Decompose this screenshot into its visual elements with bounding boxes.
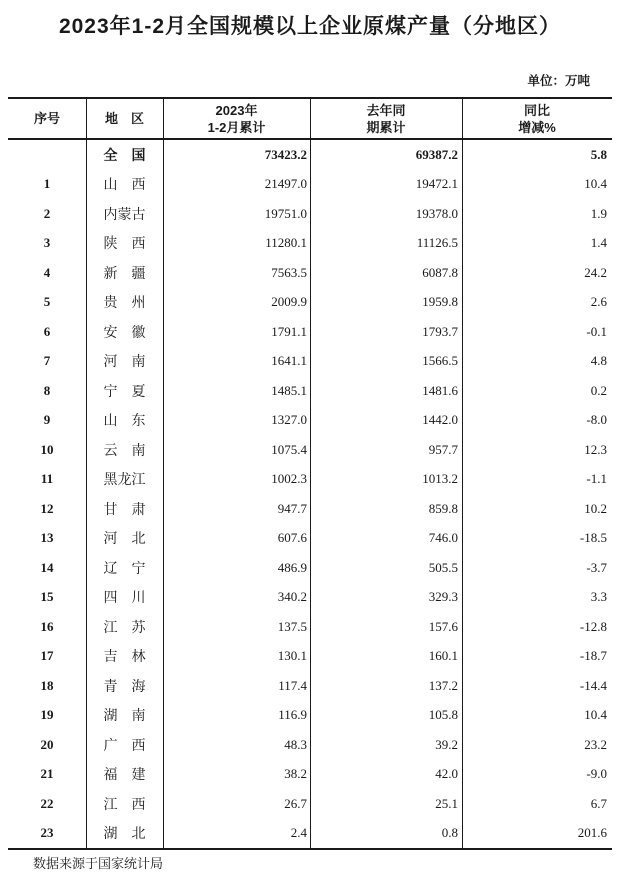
cell-region: 贵 州 <box>103 296 146 312</box>
cell-current: 1327.0 <box>271 412 307 428</box>
cell-previous: 69387.2 <box>415 146 458 162</box>
cell-previous: 19472.1 <box>415 176 458 192</box>
cell-yoy: 10.4 <box>584 707 607 723</box>
cell-current: 117.4 <box>278 677 307 693</box>
cell-yoy: 24.2 <box>584 264 607 280</box>
cell-index: 7 <box>43 353 51 369</box>
cell-region: 全 国 <box>103 148 146 164</box>
cell-previous: 329.3 <box>428 589 458 605</box>
cell-index: 11 <box>40 471 54 487</box>
cell-region: 甘 肃 <box>103 502 146 518</box>
cell-current: 7563.5 <box>271 264 307 280</box>
cell-yoy: -3.7 <box>586 559 607 575</box>
cell-yoy: 5.8 <box>590 146 607 162</box>
cell-previous: 1013.2 <box>422 471 458 487</box>
data-table <box>8 97 612 850</box>
cell-region: 湖 北 <box>103 827 146 843</box>
cell-previous: 957.7 <box>428 441 458 457</box>
cell-yoy: -18.5 <box>579 530 607 546</box>
cell-yoy: 201.6 <box>577 825 607 841</box>
cell-current: 130.1 <box>277 648 307 664</box>
cell-index: 21 <box>40 766 54 782</box>
cell-region: 江 西 <box>103 797 146 813</box>
cell-previous: 19378.0 <box>415 205 458 221</box>
cell-current: 38.2 <box>284 766 307 782</box>
cell-current: 486.9 <box>277 559 307 575</box>
cell-current: 116.9 <box>278 707 307 723</box>
cell-previous: 42.0 <box>435 766 458 782</box>
cell-previous: 0.8 <box>441 825 458 841</box>
column-divider <box>462 97 463 850</box>
cell-region: 黑 龙 江 <box>103 473 146 489</box>
cell-index: 23 <box>40 825 54 841</box>
cell-yoy: -18.7 <box>579 648 607 664</box>
cell-region: 宁 夏 <box>103 384 146 400</box>
cell-yoy: 3.3 <box>590 589 607 605</box>
cell-index: 20 <box>40 736 54 752</box>
cell-index: 15 <box>40 589 54 605</box>
cell-region: 内 蒙 古 <box>103 207 146 223</box>
cell-region: 辽 宁 <box>103 561 146 577</box>
cell-region: 山 东 <box>103 414 146 430</box>
cell-yoy: 10.4 <box>584 176 607 192</box>
header-index: 序号 <box>33 111 60 126</box>
cell-index: 3 <box>43 235 51 251</box>
cell-previous: 505.5 <box>428 559 458 575</box>
cell-index: 19 <box>40 707 54 723</box>
cell-yoy: -8.0 <box>586 412 607 428</box>
cell-index: 18 <box>40 677 54 693</box>
cell-index: 14 <box>40 559 54 575</box>
cell-previous: 157.6 <box>428 618 458 634</box>
cell-current: 2.4 <box>290 825 307 841</box>
cell-current: 1791.1 <box>271 323 307 339</box>
cell-index: 2 <box>43 205 51 221</box>
header-previous: 去年同 期累计 <box>366 102 406 135</box>
column-divider <box>86 97 87 850</box>
cell-region: 四 川 <box>103 591 146 607</box>
data-source-note: 数据来源于国家统计局 <box>33 856 164 871</box>
cell-previous: 746.0 <box>428 530 458 546</box>
cell-yoy: 0.2 <box>590 382 607 398</box>
column-divider <box>163 97 164 850</box>
cell-current: 1075.4 <box>271 441 307 457</box>
cell-previous: 105.8 <box>428 707 458 723</box>
cell-current: 73423.2 <box>264 146 307 162</box>
cell-previous: 25.1 <box>435 795 458 811</box>
cell-region: 青 海 <box>103 679 146 695</box>
cell-region: 河 北 <box>103 532 146 548</box>
cell-previous: 1959.8 <box>422 294 458 310</box>
cell-current: 1002.3 <box>271 471 307 487</box>
cell-current: 607.6 <box>277 530 307 546</box>
cell-previous: 1566.5 <box>422 353 458 369</box>
page-title: 2023年1-2月全国规模以上企业原煤产量（分地区） <box>58 15 562 38</box>
cell-yoy: -1.1 <box>586 471 607 487</box>
cell-index: 17 <box>40 648 54 664</box>
cell-previous: 39.2 <box>435 736 458 752</box>
cell-region: 河 南 <box>103 355 146 371</box>
cell-current: 11280.1 <box>265 235 307 251</box>
cell-previous: 1442.0 <box>422 412 458 428</box>
cell-index: 13 <box>40 530 54 546</box>
header-region: 地 区 <box>104 111 144 126</box>
cell-index: 8 <box>43 382 51 398</box>
cell-index: 1 <box>43 176 51 192</box>
cell-current: 340.2 <box>277 589 307 605</box>
cell-region: 江 苏 <box>103 620 146 636</box>
cell-region: 福 建 <box>103 768 146 784</box>
cell-current: 1485.1 <box>271 382 307 398</box>
cell-current: 19751.0 <box>264 205 307 221</box>
cell-region: 吉 林 <box>103 650 146 666</box>
cell-previous: 11126.5 <box>416 235 458 251</box>
header-yoy: 同比 增减% <box>518 102 556 135</box>
cell-yoy: 1.4 <box>590 235 607 251</box>
cell-yoy: -12.8 <box>579 618 607 634</box>
column-divider <box>310 97 311 850</box>
cell-yoy: 4.8 <box>590 353 607 369</box>
cell-index: 5 <box>43 294 51 310</box>
cell-index: 4 <box>43 264 51 280</box>
cell-current: 48.3 <box>284 736 307 752</box>
cell-index: 10 <box>40 441 54 457</box>
cell-yoy: 2.6 <box>590 294 607 310</box>
cell-yoy: 12.3 <box>584 441 607 457</box>
cell-yoy: -0.1 <box>586 323 607 339</box>
cell-previous: 859.8 <box>428 500 458 516</box>
cell-region: 新 疆 <box>103 266 146 282</box>
cell-yoy: 10.2 <box>584 500 607 516</box>
unit-label: 单位：万吨 <box>527 74 590 88</box>
cell-index: 16 <box>40 618 54 634</box>
cell-region: 安 徽 <box>103 325 146 341</box>
cell-yoy: -9.0 <box>586 766 607 782</box>
cell-current: 21497.0 <box>264 176 307 192</box>
cell-previous: 1481.6 <box>422 382 458 398</box>
cell-previous: 6087.8 <box>422 264 458 280</box>
cell-index: 9 <box>43 412 51 428</box>
cell-current: 137.5 <box>277 618 307 634</box>
cell-region: 云 南 <box>103 443 146 459</box>
cell-index: 6 <box>43 323 51 339</box>
cell-current: 947.7 <box>277 500 307 516</box>
cell-region: 陕 西 <box>103 237 146 253</box>
cell-index: 22 <box>40 795 54 811</box>
cell-yoy: 1.9 <box>590 205 607 221</box>
cell-current: 1641.1 <box>271 353 307 369</box>
header-current: 2023年 1-2月累计 <box>207 102 266 135</box>
cell-region: 湖 南 <box>103 709 146 725</box>
cell-current: 2009.9 <box>271 294 307 310</box>
cell-region: 山 西 <box>103 178 146 194</box>
cell-current: 26.7 <box>284 795 307 811</box>
cell-previous: 137.2 <box>428 677 458 693</box>
cell-previous: 1793.7 <box>422 323 458 339</box>
cell-index: 12 <box>40 500 54 516</box>
cell-yoy: 23.2 <box>584 736 607 752</box>
cell-previous: 160.1 <box>428 648 458 664</box>
cell-region: 广 西 <box>103 738 146 754</box>
cell-yoy: -14.4 <box>579 677 607 693</box>
cell-yoy: 6.7 <box>590 795 607 811</box>
